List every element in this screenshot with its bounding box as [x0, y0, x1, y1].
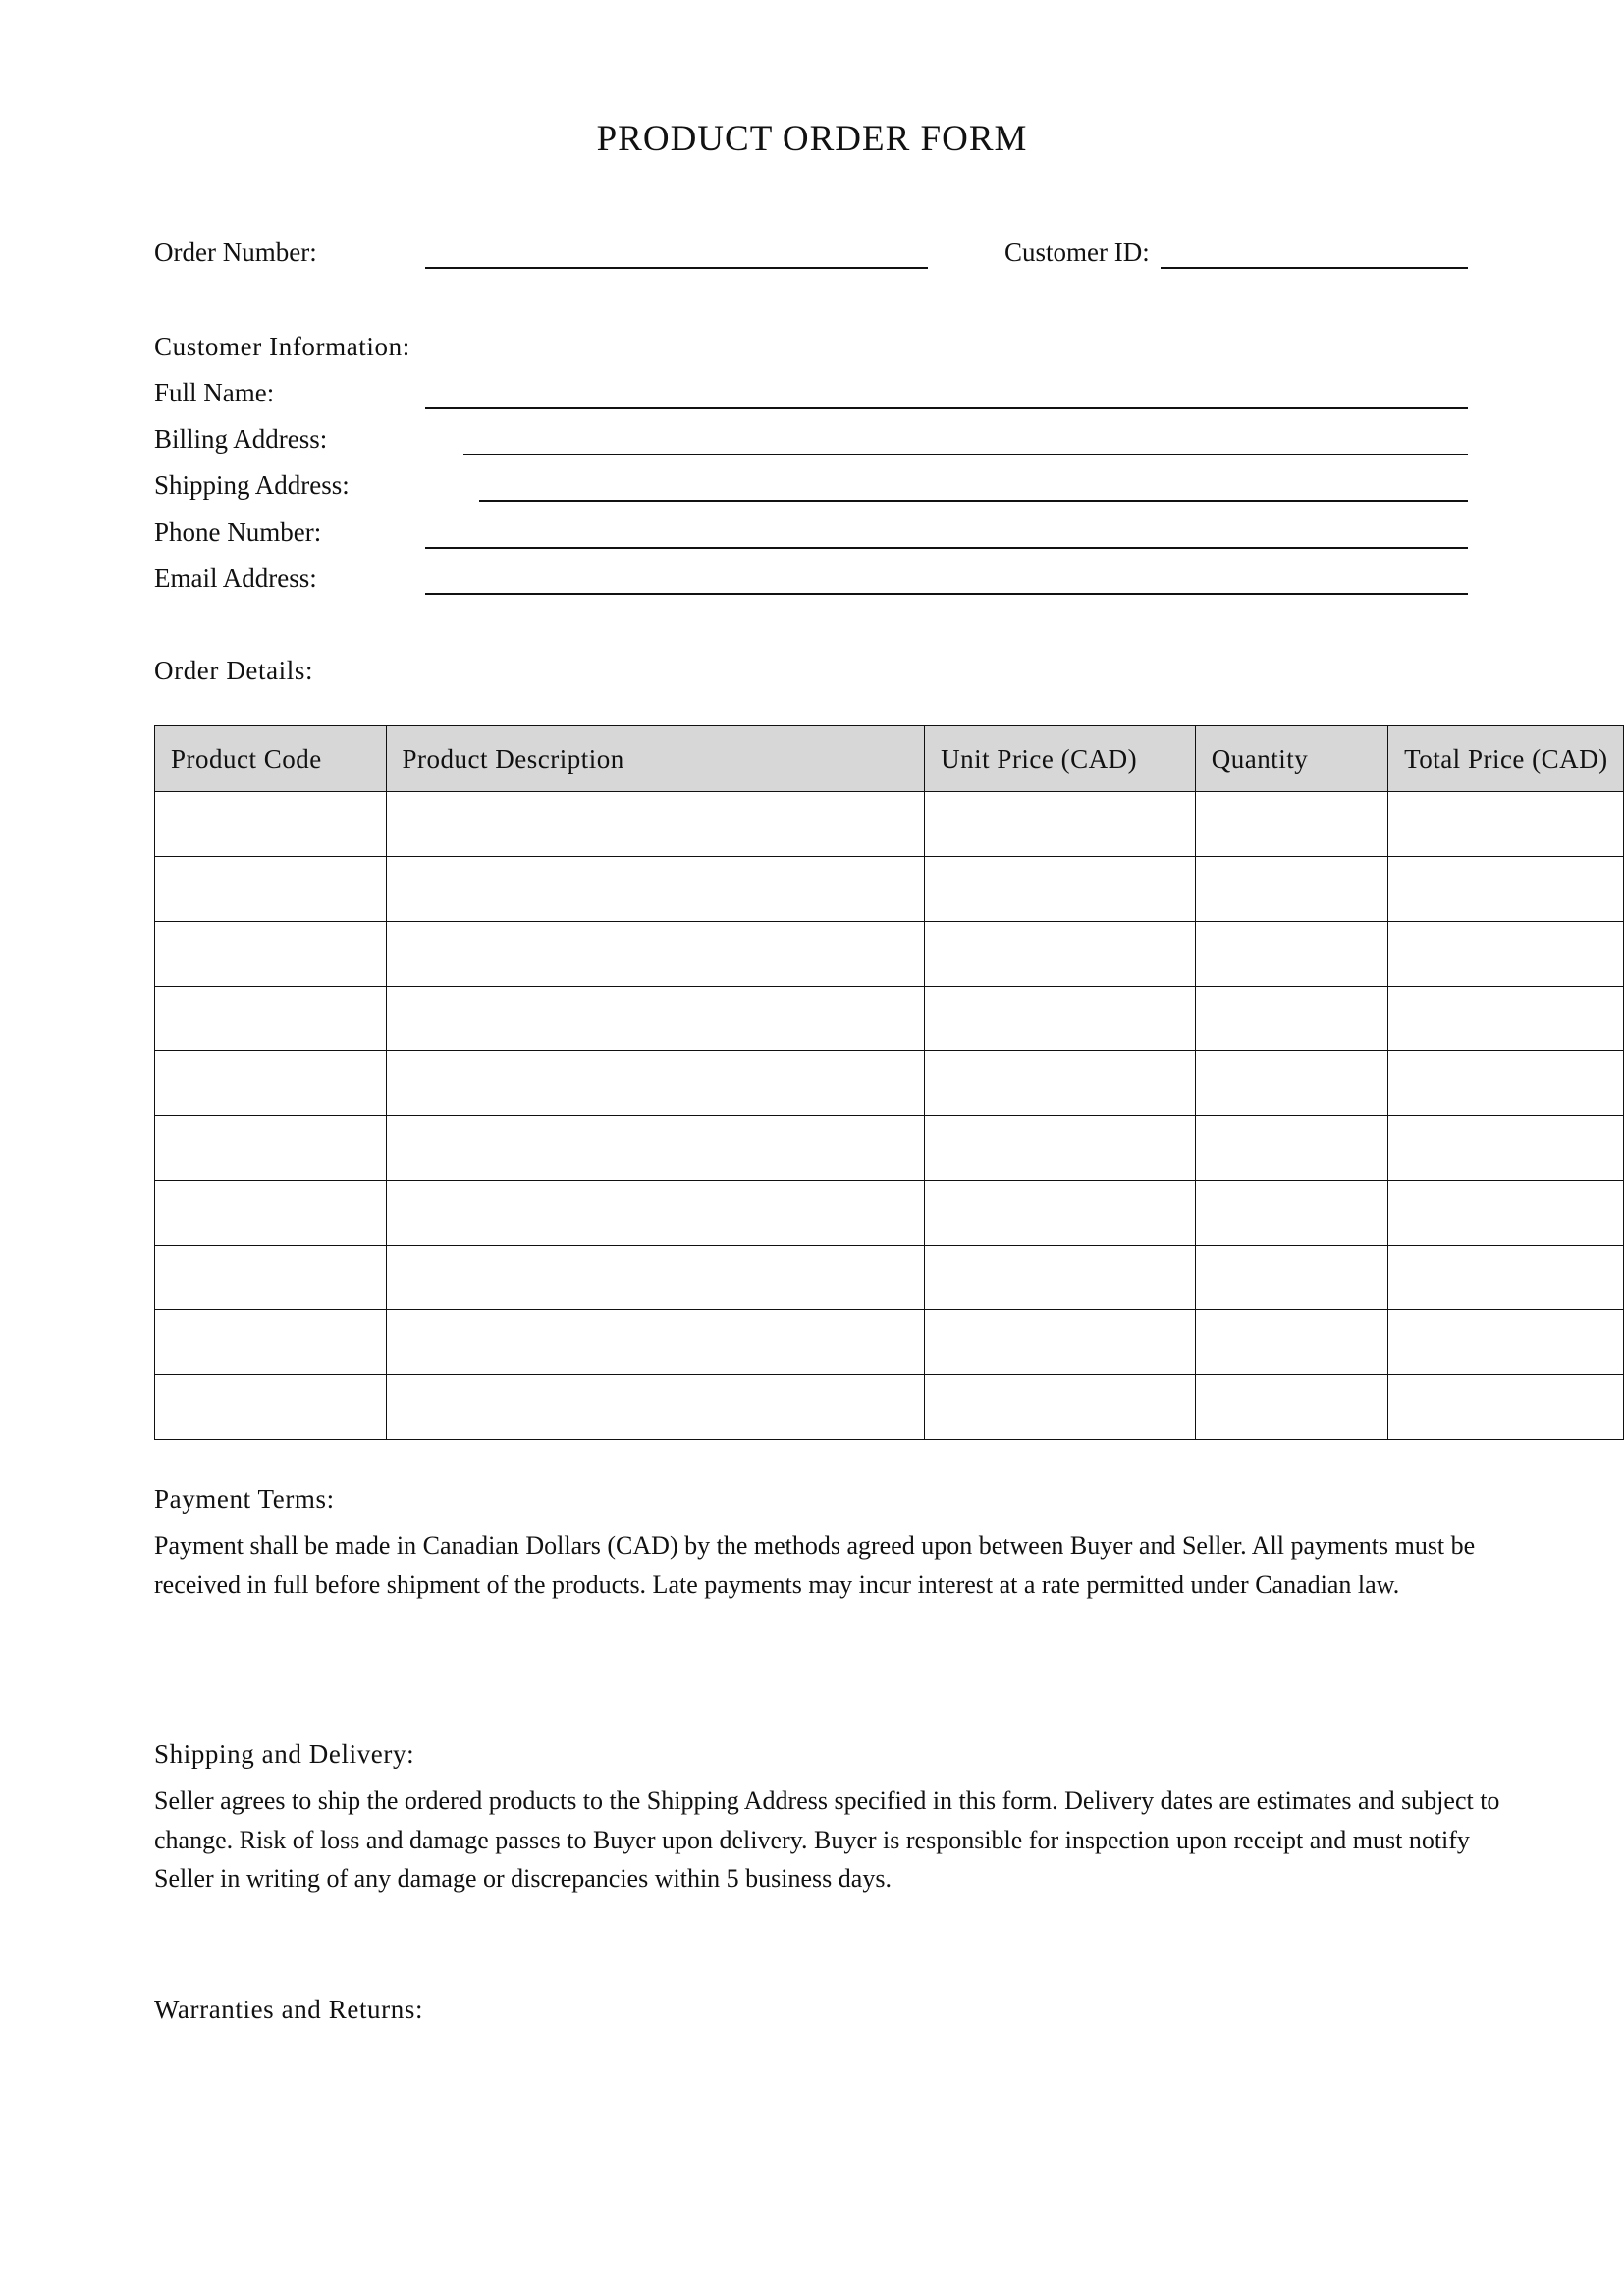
payment-terms-heading: Payment Terms:	[154, 1484, 335, 1514]
email-address-label: Email Address:	[154, 563, 317, 593]
total-price-cell[interactable]	[1388, 1375, 1624, 1440]
phone-number-field[interactable]	[425, 547, 1468, 549]
total-price-cell[interactable]	[1388, 1310, 1624, 1375]
billing-address-label: Billing Address:	[154, 424, 328, 454]
unit-price-cell[interactable]	[925, 1375, 1196, 1440]
column-header-quantity: Quantity	[1195, 726, 1387, 792]
billing-address-field[interactable]	[463, 454, 1468, 455]
product-description-cell[interactable]	[386, 1375, 925, 1440]
unit-price-cell[interactable]	[925, 987, 1196, 1051]
table-row	[155, 792, 1624, 857]
quantity-cell[interactable]	[1195, 1310, 1387, 1375]
total-price-cell[interactable]	[1388, 1116, 1624, 1181]
product-description-cell[interactable]	[386, 857, 925, 922]
total-price-cell[interactable]	[1388, 922, 1624, 987]
unit-price-cell[interactable]	[925, 792, 1196, 857]
column-header-total-price: Total Price (CAD)	[1388, 726, 1624, 792]
unit-price-cell[interactable]	[925, 1310, 1196, 1375]
product-description-cell[interactable]	[386, 987, 925, 1051]
table-row	[155, 1181, 1624, 1246]
product-description-cell[interactable]	[386, 1246, 925, 1310]
payment-terms-text: Payment shall be made in Canadian Dollars (CAD) by the methods agreed upon between Buyer and Seller. All payments must be received in full before shipment of the products. Late payments may incur interest at a rate permitted under Canadian law.	[154, 1531, 1476, 1599]
product-description-cell[interactable]	[386, 1051, 925, 1116]
unit-price-cell[interactable]	[925, 1246, 1196, 1310]
unit-price-cell[interactable]	[925, 1116, 1196, 1181]
product-description-cell[interactable]	[386, 1181, 925, 1246]
quantity-cell[interactable]	[1195, 1246, 1387, 1310]
quantity-cell[interactable]	[1195, 987, 1387, 1051]
phone-number-label: Phone Number:	[154, 517, 322, 547]
shipping-delivery-heading: Shipping and Delivery:	[154, 1739, 415, 1769]
order-number-label: Order Number:	[154, 238, 317, 267]
product-code-cell[interactable]	[155, 1246, 387, 1310]
customer-id-field[interactable]	[1161, 267, 1468, 269]
unit-price-cell[interactable]	[925, 922, 1196, 987]
table-row	[155, 857, 1624, 922]
quantity-cell[interactable]	[1195, 792, 1387, 857]
unit-price-cell[interactable]	[925, 1181, 1196, 1246]
product-code-cell[interactable]	[155, 1116, 387, 1181]
product-code-cell[interactable]	[155, 1051, 387, 1116]
shipping-address-field[interactable]	[479, 500, 1468, 502]
table-row	[155, 987, 1624, 1051]
shipping-delivery-text: Seller agrees to ship the ordered products to the Shipping Address specified in this form. Delivery dates are estimates and subject to change. Risk of loss and damage passes to Buyer upon delivery. Buyer is responsible for inspection upon receipt and must notify Seller in writing of any damage or discrepancies within 5 business days.	[154, 1787, 1500, 1893]
warranties-returns-heading: Warranties and Returns:	[154, 1995, 424, 2024]
customer-id-label: Customer ID:	[1004, 238, 1150, 267]
quantity-cell[interactable]	[1195, 857, 1387, 922]
table-row	[155, 922, 1624, 987]
product-code-cell[interactable]	[155, 792, 387, 857]
column-header-product-code: Product Code	[155, 726, 387, 792]
table-row	[155, 1051, 1624, 1116]
order-details-heading: Order Details:	[154, 656, 314, 685]
table-header-row	[155, 726, 1624, 792]
shipping-address-label: Shipping Address:	[154, 470, 350, 500]
product-code-cell[interactable]	[155, 1181, 387, 1246]
quantity-cell[interactable]	[1195, 1375, 1387, 1440]
unit-price-cell[interactable]	[925, 857, 1196, 922]
table-row	[155, 1246, 1624, 1310]
total-price-cell[interactable]	[1388, 1246, 1624, 1310]
total-price-cell[interactable]	[1388, 792, 1624, 857]
unit-price-cell[interactable]	[925, 1051, 1196, 1116]
quantity-cell[interactable]	[1195, 1181, 1387, 1246]
quantity-cell[interactable]	[1195, 922, 1387, 987]
order-details-table	[154, 725, 1624, 1440]
product-description-cell[interactable]	[386, 792, 925, 857]
product-description-cell[interactable]	[386, 1310, 925, 1375]
product-code-cell[interactable]	[155, 1375, 387, 1440]
product-code-cell[interactable]	[155, 922, 387, 987]
product-description-cell[interactable]	[386, 922, 925, 987]
order-number-field[interactable]	[425, 267, 928, 269]
page-title: PRODUCT ORDER FORM	[596, 119, 1028, 159]
full-name-field[interactable]	[425, 407, 1468, 409]
column-header-unit-price: Unit Price (CAD)	[925, 726, 1196, 792]
customer-info-heading: Customer Information:	[154, 332, 410, 361]
total-price-cell[interactable]	[1388, 1181, 1624, 1246]
column-header-product-description: Product Description	[386, 726, 925, 792]
quantity-cell[interactable]	[1195, 1116, 1387, 1181]
product-description-cell[interactable]	[386, 1116, 925, 1181]
total-price-cell[interactable]	[1388, 987, 1624, 1051]
email-address-field[interactable]	[425, 593, 1468, 595]
product-code-cell[interactable]	[155, 857, 387, 922]
table-row	[155, 1375, 1624, 1440]
product-code-cell[interactable]	[155, 1310, 387, 1375]
full-name-label: Full Name:	[154, 378, 275, 407]
product-code-cell[interactable]	[155, 987, 387, 1051]
total-price-cell[interactable]	[1388, 857, 1624, 922]
table-row	[155, 1310, 1624, 1375]
quantity-cell[interactable]	[1195, 1051, 1387, 1116]
table-row	[155, 1116, 1624, 1181]
total-price-cell[interactable]	[1388, 1051, 1624, 1116]
